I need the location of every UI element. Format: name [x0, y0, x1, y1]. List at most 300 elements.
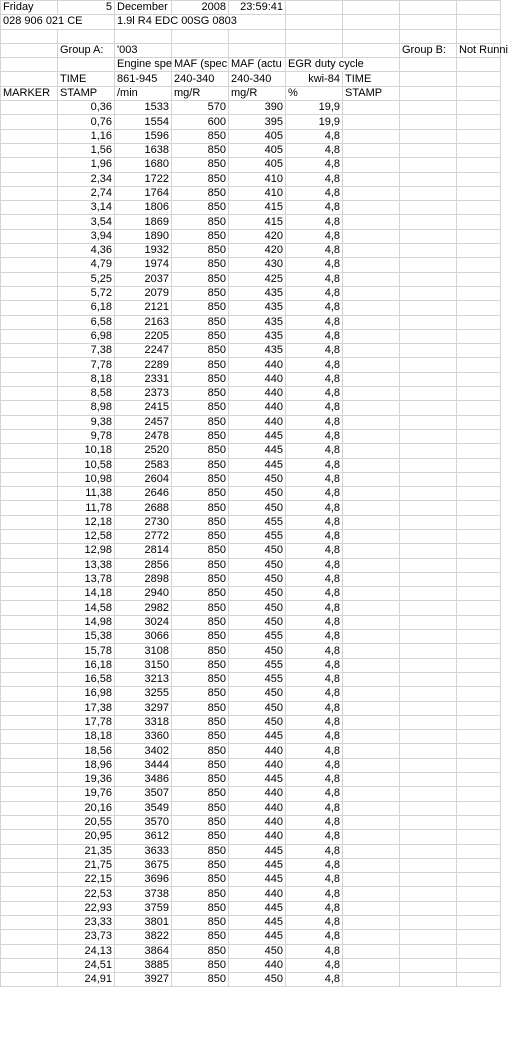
cell-engine-speed[interactable]: 1722 — [115, 172, 172, 186]
cell-empty[interactable] — [343, 944, 400, 958]
cell-marker-empty[interactable] — [1, 715, 58, 729]
cell-empty[interactable] — [400, 644, 457, 658]
cell-year[interactable]: 2008 — [172, 1, 229, 15]
cell-egr-duty[interactable]: 4,8 — [286, 787, 343, 801]
cell-egr-duty[interactable]: 4,8 — [286, 730, 343, 744]
cell-marker-empty[interactable] — [1, 487, 58, 501]
cell-empty[interactable] — [457, 773, 501, 787]
cell-empty[interactable] — [286, 15, 343, 29]
cell-empty[interactable] — [1, 43, 58, 57]
cell-time-stamp[interactable]: 18,18 — [58, 730, 115, 744]
cell-egr-duty[interactable]: 4,8 — [286, 658, 343, 672]
cell-egr-duty[interactable]: 4,8 — [286, 672, 343, 686]
cell-empty[interactable] — [400, 744, 457, 758]
cell-empty[interactable] — [400, 387, 457, 401]
cell-time-stamp[interactable]: 22,93 — [58, 901, 115, 915]
cell-time-stamp[interactable]: 14,98 — [58, 615, 115, 629]
cell-empty[interactable] — [457, 415, 501, 429]
cell-maf-actual[interactable]: 450 — [229, 601, 286, 615]
cell-time-stamp[interactable]: 22,15 — [58, 873, 115, 887]
cell-col-time[interactable]: TIME — [58, 72, 115, 86]
cell-maf-spec[interactable]: 850 — [172, 472, 229, 486]
cell-empty[interactable] — [229, 29, 286, 43]
cell-marker-empty[interactable] — [1, 558, 58, 572]
cell-marker-empty[interactable] — [1, 672, 58, 686]
cell-engine-speed[interactable]: 2037 — [115, 272, 172, 286]
cell-empty[interactable] — [457, 101, 501, 115]
cell-time-stamp[interactable]: 0,36 — [58, 101, 115, 115]
cell-empty[interactable] — [400, 630, 457, 644]
cell-empty[interactable] — [400, 873, 457, 887]
cell-time-stamp[interactable]: 6,18 — [58, 301, 115, 315]
cell-empty[interactable] — [400, 672, 457, 686]
cell-maf-actual[interactable]: 455 — [229, 515, 286, 529]
cell-empty[interactable] — [400, 730, 457, 744]
cell-egr-duty[interactable]: 4,8 — [286, 587, 343, 601]
cell-marker-empty[interactable] — [1, 830, 58, 844]
cell-egr-duty[interactable]: 4,8 — [286, 773, 343, 787]
cell-maf-actual[interactable]: 405 — [229, 158, 286, 172]
cell-empty[interactable] — [400, 29, 457, 43]
cell-egr-duty[interactable]: 4,8 — [286, 529, 343, 543]
cell-empty[interactable] — [457, 544, 501, 558]
cell-engine-speed[interactable]: 3633 — [115, 844, 172, 858]
cell-maf-actual[interactable]: 435 — [229, 301, 286, 315]
cell-maf-actual[interactable]: 450 — [229, 572, 286, 586]
cell-empty[interactable] — [343, 973, 400, 987]
cell-maf-actual[interactable]: 450 — [229, 587, 286, 601]
cell-engine-speed[interactable]: 3255 — [115, 687, 172, 701]
cell-maf-actual[interactable]: 440 — [229, 387, 286, 401]
cell-empty[interactable] — [400, 458, 457, 472]
cell-egr-duty[interactable]: 4,8 — [286, 244, 343, 258]
cell-empty[interactable] — [457, 58, 501, 72]
cell-empty[interactable] — [343, 101, 400, 115]
cell-marker-empty[interactable] — [1, 744, 58, 758]
cell-empty[interactable] — [457, 229, 501, 243]
cell-empty[interactable] — [400, 15, 457, 29]
cell-empty[interactable] — [400, 401, 457, 415]
cell-time-stamp[interactable]: 11,78 — [58, 501, 115, 515]
cell-marker-empty[interactable] — [1, 529, 58, 543]
cell-engine-speed[interactable]: 3864 — [115, 944, 172, 958]
cell-empty[interactable] — [400, 773, 457, 787]
cell-month[interactable]: December — [115, 1, 172, 15]
cell-empty[interactable] — [343, 672, 400, 686]
cell-unit-maf-actual[interactable]: mg/R — [229, 86, 286, 100]
cell-empty[interactable] — [343, 773, 400, 787]
cell-egr-duty[interactable]: 4,8 — [286, 744, 343, 758]
cell-maf-spec[interactable]: 850 — [172, 186, 229, 200]
cell-maf-spec[interactable]: 850 — [172, 344, 229, 358]
cell-marker-empty[interactable] — [1, 887, 58, 901]
cell-engine-speed[interactable]: 2205 — [115, 329, 172, 343]
cell-empty[interactable] — [343, 201, 400, 215]
cell-empty[interactable] — [343, 315, 400, 329]
cell-maf-spec[interactable]: 850 — [172, 301, 229, 315]
cell-time-stamp[interactable]: 1,56 — [58, 143, 115, 157]
cell-maf-actual[interactable]: 450 — [229, 558, 286, 572]
cell-time-stamp[interactable]: 11,38 — [58, 487, 115, 501]
cell-engine-speed[interactable]: 2289 — [115, 358, 172, 372]
cell-empty[interactable] — [457, 387, 501, 401]
cell-egr-duty[interactable]: 4,8 — [286, 444, 343, 458]
cell-engine-speed[interactable]: 2520 — [115, 444, 172, 458]
cell-empty[interactable] — [343, 958, 400, 972]
cell-maf-actual[interactable]: 450 — [229, 487, 286, 501]
cell-empty[interactable] — [400, 86, 457, 100]
cell-empty[interactable] — [400, 930, 457, 944]
cell-marker-empty[interactable] — [1, 601, 58, 615]
cell-empty[interactable] — [343, 744, 400, 758]
cell-maf-actual[interactable]: 440 — [229, 830, 286, 844]
cell-empty[interactable] — [400, 172, 457, 186]
cell-engine-speed[interactable]: 2331 — [115, 372, 172, 386]
cell-engine-speed[interactable]: 2373 — [115, 387, 172, 401]
cell-maf-spec[interactable]: 850 — [172, 773, 229, 787]
cell-part-number[interactable]: 028 906 021 CE — [1, 15, 115, 29]
cell-empty[interactable] — [343, 229, 400, 243]
cell-empty[interactable] — [343, 887, 400, 901]
cell-maf-spec[interactable]: 850 — [172, 401, 229, 415]
cell-range-maf-spec[interactable]: 240-340 — [172, 72, 229, 86]
cell-empty[interactable] — [343, 873, 400, 887]
cell-engine-speed[interactable]: 2646 — [115, 487, 172, 501]
cell-egr-duty[interactable]: 4,8 — [286, 916, 343, 930]
cell-marker-empty[interactable] — [1, 930, 58, 944]
cell-empty[interactable] — [400, 115, 457, 129]
cell-maf-actual[interactable]: 445 — [229, 429, 286, 443]
cell-empty[interactable] — [457, 958, 501, 972]
cell-egr-duty[interactable]: 4,8 — [286, 515, 343, 529]
cell-engine-speed[interactable]: 3213 — [115, 672, 172, 686]
cell-empty[interactable] — [400, 372, 457, 386]
cell-maf-actual[interactable]: 445 — [229, 930, 286, 944]
cell-empty[interactable] — [457, 930, 501, 944]
cell-maf-actual[interactable]: 450 — [229, 644, 286, 658]
cell-maf-spec[interactable]: 850 — [172, 658, 229, 672]
cell-stamp[interactable]: STAMP — [58, 86, 115, 100]
cell-group-b-label[interactable]: Group B: — [400, 43, 457, 57]
cell-marker-empty[interactable] — [1, 501, 58, 515]
cell-empty[interactable] — [343, 358, 400, 372]
cell-empty[interactable] — [457, 830, 501, 844]
cell-empty[interactable] — [457, 916, 501, 930]
cell-maf-actual[interactable]: 440 — [229, 958, 286, 972]
cell-col-egr[interactable]: EGR duty cycle — [286, 58, 400, 72]
cell-maf-spec[interactable]: 850 — [172, 744, 229, 758]
cell-engine-speed[interactable]: 2247 — [115, 344, 172, 358]
cell-marker-empty[interactable] — [1, 329, 58, 343]
cell-marker-empty[interactable] — [1, 916, 58, 930]
cell-maf-actual[interactable]: 435 — [229, 344, 286, 358]
cell-egr-duty[interactable]: 4,8 — [286, 201, 343, 215]
cell-marker-empty[interactable] — [1, 901, 58, 915]
cell-engine-speed[interactable]: 3801 — [115, 916, 172, 930]
cell-maf-actual[interactable]: 445 — [229, 444, 286, 458]
cell-maf-actual[interactable]: 440 — [229, 787, 286, 801]
cell-empty[interactable] — [457, 601, 501, 615]
cell-time-b[interactable]: TIME — [343, 72, 400, 86]
cell-maf-spec[interactable]: 850 — [172, 244, 229, 258]
cell-maf-spec[interactable]: 850 — [172, 630, 229, 644]
cell-empty[interactable] — [343, 43, 400, 57]
cell-maf-spec[interactable]: 850 — [172, 201, 229, 215]
cell-time-stamp[interactable]: 3,14 — [58, 201, 115, 215]
cell-empty[interactable] — [457, 844, 501, 858]
cell-marker-empty[interactable] — [1, 387, 58, 401]
cell-engine-speed[interactable]: 1869 — [115, 215, 172, 229]
cell-maf-spec[interactable]: 850 — [172, 701, 229, 715]
cell-empty[interactable] — [343, 186, 400, 200]
cell-empty[interactable] — [343, 916, 400, 930]
cell-engine-speed[interactable]: 2604 — [115, 472, 172, 486]
cell-egr-duty[interactable]: 4,8 — [286, 258, 343, 272]
cell-empty[interactable] — [343, 372, 400, 386]
cell-maf-spec[interactable]: 850 — [172, 558, 229, 572]
cell-marker-empty[interactable] — [1, 258, 58, 272]
cell-time-stamp[interactable]: 13,38 — [58, 558, 115, 572]
cell-maf-actual[interactable]: 450 — [229, 501, 286, 515]
cell-time-stamp[interactable]: 7,78 — [58, 358, 115, 372]
cell-empty[interactable] — [343, 901, 400, 915]
cell-empty[interactable] — [400, 429, 457, 443]
cell-maf-spec[interactable]: 850 — [172, 858, 229, 872]
cell-engine-speed[interactable]: 3738 — [115, 887, 172, 901]
cell-empty[interactable] — [457, 515, 501, 529]
cell-marker-empty[interactable] — [1, 115, 58, 129]
cell-empty[interactable] — [172, 43, 229, 57]
cell-maf-spec[interactable]: 850 — [172, 601, 229, 615]
cell-egr-duty[interactable]: 4,8 — [286, 186, 343, 200]
cell-time-stamp[interactable]: 9,38 — [58, 415, 115, 429]
cell-time-stamp[interactable]: 6,58 — [58, 315, 115, 329]
cell-maf-actual[interactable]: 440 — [229, 758, 286, 772]
cell-empty[interactable] — [400, 444, 457, 458]
cell-egr-duty[interactable]: 4,8 — [286, 472, 343, 486]
cell-maf-spec[interactable]: 850 — [172, 129, 229, 143]
cell-date-num[interactable]: 5 — [58, 1, 115, 15]
cell-time-stamp[interactable]: 3,54 — [58, 215, 115, 229]
cell-maf-spec[interactable]: 850 — [172, 158, 229, 172]
cell-maf-spec[interactable]: 850 — [172, 916, 229, 930]
cell-egr-duty[interactable]: 4,8 — [286, 329, 343, 343]
cell-empty[interactable] — [1, 29, 58, 43]
cell-marker-empty[interactable] — [1, 472, 58, 486]
cell-marker-empty[interactable] — [1, 401, 58, 415]
cell-egr-duty[interactable]: 4,8 — [286, 901, 343, 915]
cell-engine-speed[interactable]: 3927 — [115, 973, 172, 987]
cell-empty[interactable] — [286, 43, 343, 57]
cell-empty[interactable] — [343, 429, 400, 443]
cell-time-stamp[interactable]: 23,73 — [58, 930, 115, 944]
cell-engine-speed[interactable]: 1764 — [115, 186, 172, 200]
cell-engine-speed[interactable]: 2940 — [115, 587, 172, 601]
cell-maf-spec[interactable]: 850 — [172, 801, 229, 815]
cell-egr-duty[interactable]: 4,8 — [286, 158, 343, 172]
cell-time-stamp[interactable]: 14,58 — [58, 601, 115, 615]
cell-empty[interactable] — [400, 329, 457, 343]
cell-empty[interactable] — [400, 529, 457, 543]
cell-maf-spec[interactable]: 570 — [172, 101, 229, 115]
cell-egr-duty[interactable]: 4,8 — [286, 172, 343, 186]
cell-empty[interactable] — [457, 244, 501, 258]
cell-empty[interactable] — [457, 558, 501, 572]
cell-engine-speed[interactable]: 1890 — [115, 229, 172, 243]
cell-empty[interactable] — [343, 658, 400, 672]
cell-empty[interactable] — [457, 1, 501, 15]
cell-time-stamp[interactable]: 12,58 — [58, 529, 115, 543]
cell-maf-spec[interactable]: 850 — [172, 272, 229, 286]
cell-empty[interactable] — [400, 72, 457, 86]
cell-maf-actual[interactable]: 455 — [229, 658, 286, 672]
cell-empty[interactable] — [457, 744, 501, 758]
cell-range-maf-actual[interactable]: 240-340 — [229, 72, 286, 86]
cell-maf-actual[interactable]: 390 — [229, 101, 286, 115]
cell-maf-actual[interactable]: 445 — [229, 773, 286, 787]
cell-empty[interactable] — [457, 115, 501, 129]
cell-engine-speed[interactable]: 2688 — [115, 501, 172, 515]
cell-empty[interactable] — [343, 415, 400, 429]
cell-maf-actual[interactable]: 440 — [229, 372, 286, 386]
cell-maf-spec[interactable]: 850 — [172, 501, 229, 515]
cell-empty[interactable] — [343, 1, 400, 15]
cell-time-stamp[interactable]: 15,38 — [58, 630, 115, 644]
cell-marker-empty[interactable] — [1, 415, 58, 429]
cell-marker-empty[interactable] — [1, 344, 58, 358]
cell-egr-duty[interactable]: 4,8 — [286, 944, 343, 958]
cell-maf-actual[interactable]: 440 — [229, 801, 286, 815]
cell-egr-duty[interactable]: 4,8 — [286, 544, 343, 558]
cell-engine-speed[interactable]: 1596 — [115, 129, 172, 143]
cell-empty[interactable] — [343, 401, 400, 415]
cell-time-stamp[interactable]: 9,78 — [58, 429, 115, 443]
cell-empty[interactable] — [400, 916, 457, 930]
cell-maf-spec[interactable]: 850 — [172, 387, 229, 401]
cell-empty[interactable] — [400, 258, 457, 272]
cell-maf-actual[interactable]: 450 — [229, 687, 286, 701]
cell-empty[interactable] — [457, 787, 501, 801]
cell-engine-speed[interactable]: 2898 — [115, 572, 172, 586]
cell-egr-duty[interactable]: 4,8 — [286, 358, 343, 372]
cell-maf-actual[interactable]: 450 — [229, 701, 286, 715]
cell-egr-duty[interactable]: 19,9 — [286, 115, 343, 129]
cell-marker-empty[interactable] — [1, 973, 58, 987]
cell-empty[interactable] — [457, 301, 501, 315]
cell-maf-actual[interactable]: 440 — [229, 358, 286, 372]
cell-time-stamp[interactable]: 20,95 — [58, 830, 115, 844]
cell-time-stamp[interactable]: 24,13 — [58, 944, 115, 958]
cell-empty[interactable] — [457, 86, 501, 100]
cell-empty[interactable] — [457, 587, 501, 601]
cell-empty[interactable] — [343, 15, 400, 29]
cell-egr-duty[interactable]: 4,8 — [286, 958, 343, 972]
cell-engine-speed[interactable]: 3297 — [115, 701, 172, 715]
cell-empty[interactable] — [400, 129, 457, 143]
cell-maf-spec[interactable]: 850 — [172, 615, 229, 629]
cell-empty[interactable] — [400, 501, 457, 515]
cell-empty[interactable] — [400, 658, 457, 672]
cell-egr-duty[interactable]: 4,8 — [286, 701, 343, 715]
cell-empty[interactable] — [343, 286, 400, 300]
cell-time[interactable]: 23:59:41 — [229, 1, 286, 15]
cell-empty[interactable] — [1, 72, 58, 86]
cell-empty[interactable] — [343, 572, 400, 586]
cell-maf-spec[interactable]: 850 — [172, 415, 229, 429]
cell-empty[interactable] — [400, 830, 457, 844]
cell-engine-speed[interactable]: 3486 — [115, 773, 172, 787]
cell-marker-empty[interactable] — [1, 143, 58, 157]
cell-time-stamp[interactable]: 4,36 — [58, 244, 115, 258]
cell-empty[interactable] — [343, 115, 400, 129]
cell-marker-empty[interactable] — [1, 515, 58, 529]
cell-time-stamp[interactable]: 19,36 — [58, 773, 115, 787]
cell-empty[interactable] — [457, 529, 501, 543]
cell-marker-empty[interactable] — [1, 215, 58, 229]
cell-engine-speed[interactable]: 2478 — [115, 429, 172, 443]
cell-maf-spec[interactable]: 850 — [172, 587, 229, 601]
cell-marker-empty[interactable] — [1, 944, 58, 958]
cell-empty[interactable] — [400, 801, 457, 815]
cell-empty[interactable] — [400, 958, 457, 972]
cell-maf-actual[interactable]: 405 — [229, 143, 286, 157]
cell-time-stamp[interactable]: 7,38 — [58, 344, 115, 358]
cell-egr-duty[interactable]: 4,8 — [286, 272, 343, 286]
cell-maf-actual[interactable]: 440 — [229, 887, 286, 901]
cell-empty[interactable] — [400, 944, 457, 958]
cell-maf-actual[interactable]: 445 — [229, 730, 286, 744]
cell-marker-empty[interactable] — [1, 229, 58, 243]
cell-marker-empty[interactable] — [1, 272, 58, 286]
cell-egr-duty[interactable]: 4,8 — [286, 858, 343, 872]
cell-time-stamp[interactable]: 10,58 — [58, 458, 115, 472]
cell-egr-duty[interactable]: 4,8 — [286, 830, 343, 844]
cell-stamp-b[interactable]: STAMP — [343, 86, 400, 100]
cell-empty[interactable] — [457, 973, 501, 987]
cell-maf-spec[interactable]: 850 — [172, 372, 229, 386]
cell-maf-spec[interactable]: 850 — [172, 429, 229, 443]
cell-egr-duty[interactable]: 4,8 — [286, 415, 343, 429]
cell-maf-actual[interactable]: 440 — [229, 815, 286, 829]
cell-maf-spec[interactable]: 600 — [172, 115, 229, 129]
cell-marker-empty[interactable] — [1, 372, 58, 386]
cell-engine-speed[interactable]: 3696 — [115, 873, 172, 887]
cell-empty[interactable] — [457, 143, 501, 157]
cell-maf-spec[interactable]: 850 — [172, 544, 229, 558]
cell-empty[interactable] — [286, 1, 343, 15]
cell-marker[interactable]: MARKER — [1, 86, 58, 100]
cell-maf-spec[interactable]: 850 — [172, 644, 229, 658]
cell-maf-actual[interactable]: 415 — [229, 215, 286, 229]
cell-maf-spec[interactable]: 850 — [172, 758, 229, 772]
cell-empty[interactable] — [457, 615, 501, 629]
cell-empty[interactable] — [343, 272, 400, 286]
cell-empty[interactable] — [343, 844, 400, 858]
cell-egr-duty[interactable]: 4,8 — [286, 930, 343, 944]
cell-empty[interactable] — [457, 658, 501, 672]
cell-range-engine[interactable]: 861-945 — [115, 72, 172, 86]
cell-time-stamp[interactable]: 2,74 — [58, 186, 115, 200]
cell-empty[interactable] — [400, 201, 457, 215]
cell-empty[interactable] — [400, 286, 457, 300]
cell-group-b-value[interactable]: Not Runni — [457, 43, 501, 57]
cell-marker-empty[interactable] — [1, 544, 58, 558]
cell-egr-duty[interactable]: 4,8 — [286, 687, 343, 701]
cell-time-stamp[interactable]: 13,78 — [58, 572, 115, 586]
cell-empty[interactable] — [400, 301, 457, 315]
cell-time-stamp[interactable]: 15,78 — [58, 644, 115, 658]
cell-time-stamp[interactable]: 8,58 — [58, 387, 115, 401]
